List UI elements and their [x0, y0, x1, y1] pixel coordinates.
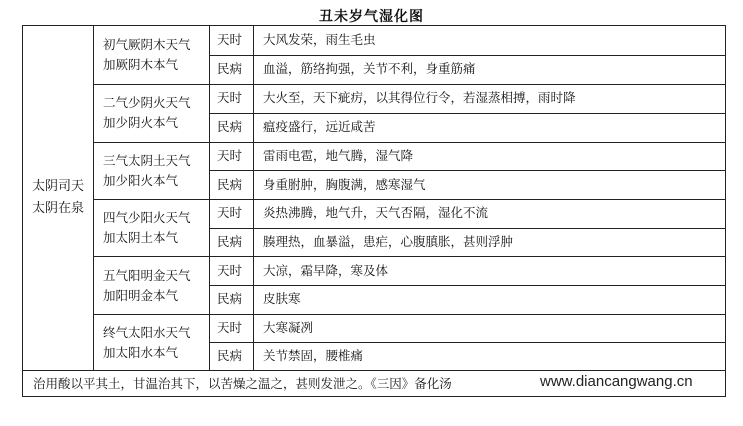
qi-label-1b: 加厥阴木本气 [103, 57, 179, 72]
minbing-label: 民病 [217, 119, 243, 134]
qi-label-2b: 加少阴火本气 [103, 115, 179, 130]
tianshi-text: 大寒凝冽 [263, 320, 314, 335]
tianshi-text: 炎热沸腾，地气升，天气否隔，湿化不流 [263, 205, 489, 220]
tianshi-text: 大凉，霜早降，寒及体 [263, 263, 389, 278]
tianshi-label: 天时 [217, 263, 243, 278]
qi-label-5a: 五气阳明金天气 [103, 268, 191, 283]
qi-label-6a: 终气太阳水天气 [103, 325, 191, 340]
tianshi-label: 天时 [217, 148, 243, 163]
minbing-text: 皮肤寒 [263, 291, 301, 306]
minbing-text: 身重胕肿，胸腹满，感寒湿气 [263, 177, 426, 192]
qi-label-6b: 加太阳水本气 [103, 345, 179, 360]
qi-label-2a: 二气少阴火天气 [103, 95, 191, 110]
site-watermark: www.diancangwang.cn [540, 373, 693, 390]
qi-label-4b: 加太阴土本气 [103, 230, 179, 245]
minbing-text: 腠理热，血暴溢，患疟，心腹䐜胀，甚则浮肿 [263, 234, 514, 249]
tianshi-label: 天时 [217, 320, 243, 335]
qi-label-3a: 三气太阴土天气 [103, 153, 191, 168]
tianshi-label: 天时 [217, 32, 243, 47]
qi-label-5b: 加阳明金本气 [103, 288, 179, 303]
minbing-label: 民病 [217, 234, 243, 249]
minbing-text: 血溢，筋络拘强，关节不利，身重筋痛 [263, 61, 476, 76]
zaiquan-text: 太阴在泉 [31, 201, 84, 216]
qi-label-1a: 初气厥阴木天气 [103, 37, 191, 52]
sitian-text: 太阴司天 [31, 179, 84, 194]
minbing-text: 关节禁固，腰椎痛 [263, 348, 364, 363]
treatment-footer: 治用酸以平其土，甘温治其下，以苦燥之温之，甚则发泄之。《三因》备化汤 [33, 376, 452, 391]
minbing-label: 民病 [217, 291, 243, 306]
tianshi-text: 大风发荣，雨生毛虫 [263, 32, 376, 47]
minbing-label: 民病 [217, 177, 243, 192]
minbing-label: 民病 [217, 348, 243, 363]
qi-label-4a: 四气少阳火天气 [103, 210, 191, 225]
tianshi-label: 天时 [217, 205, 243, 220]
tianshi-label: 天时 [217, 90, 243, 105]
page-title: 丑未岁气湿化图 [319, 9, 424, 25]
tianshi-text: 雷雨电雹，地气腾，湿气降 [263, 148, 414, 163]
minbing-label: 民病 [217, 61, 243, 76]
qi-table [22, 25, 726, 397]
sitian-zaiquan-label [23, 176, 93, 220]
qi-label-3b: 加少阳火本气 [103, 173, 179, 188]
tianshi-text: 大火至，天下疵疠，以其得位行令，若湿蒸相搏，雨时降 [263, 90, 576, 105]
minbing-text: 瘟疫盛行，远近咸苦 [263, 119, 376, 134]
